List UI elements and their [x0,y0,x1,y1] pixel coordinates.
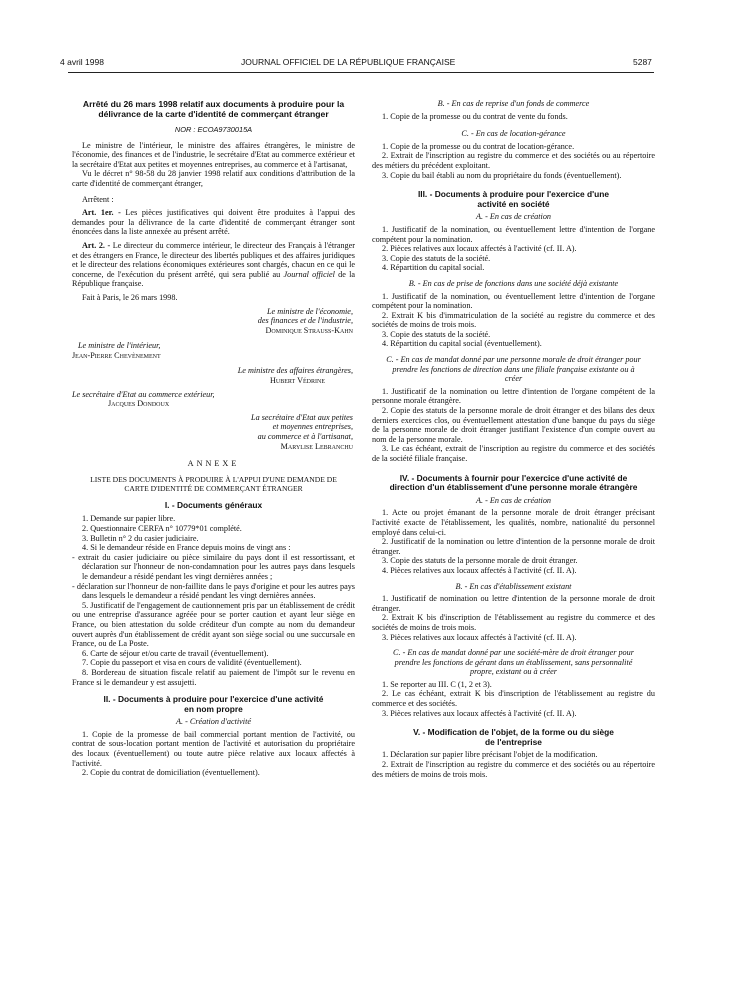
article-2-label: Art. 2. - [82,240,111,250]
section-2-title: II. - Documents à produire pour l'exercice d'une activité en nom propre [103,694,324,714]
section-5-list [372,750,655,779]
signature-affaires-title: Le ministre des affaires étrangères, [237,366,353,376]
signature-commerce-exterieur [72,390,355,409]
list-item: 1. Copie de la promesse ou du contrat de vente du fonds. [382,111,568,121]
list-item: 3. Pièces relatives aux locaux affectés à l'activité (cf. II. A). [382,632,577,642]
annexe-heading: ANNEXE [187,459,240,469]
list-item: 1. Déclaration sur papier libre précisant l'objet de la modification. [382,750,598,760]
intro-paragraph: Le ministre de l'intérieur, le ministre des affaires étrangères, le ministre de l'économie, des finances et de l'industrie, le secrétaire d'Etat au commerce extérieur et la secrétaire d'Etat aux petites et moyennes entreprises, au commerce et à l'artisanat, [72,140,355,169]
signature-affaires-etrangeres [72,366,355,385]
article-2-text: Le directeur du commerce intérieur, le directeur des Français à l'étranger et des étrangers en France, le directeur des libertés publiques et des affaires juridiques et le directeur des relations économiques extérieures sont chargés, chacun en ce qui le concerne, de l'exécution du présent arrêté, qui sera publié au [72,240,355,279]
list-item: 3. Copie des statuts de la société. [382,329,491,339]
list-item: 5. Justificatif de l'engagement de cautionnement pris par un établissement de crédit ou une entreprise d'assurance agréée pour se porter caution et ayant leur siège en France, ou bien attestation du solde créditeur d'un compte au nom du demandeur ouvert auprès d'un établissement de crédit ayant son siège social ou une succursale en France, ou de La Poste. [72,600,355,649]
vu-paragraph: Vu le décret n° 98-58 du 28 janvier 1998 relatif aux conditions d'attribution de la carte d'identité de commerçant étranger, [72,169,355,188]
section-4-title: IV. - Documents à fournir pour l'exercice d'une activité de direction d'un établissement d'une personne morale étrangère [389,472,638,493]
list-item: 3. Copie du bail établi au nom du propriétaire du fonds (éventuellement). [382,170,622,180]
liste-title: LISTE DES DOCUMENTS À PRODUIRE À L'APPUI D'UNE DEMANDE DE CARTE D'IDENTITÉ DE COMMERÇANT ÉTRANGER [90,474,337,493]
fait-a-paris: Fait à Paris, le 26 mars 1998. [82,292,178,302]
nor-reference: NOR : ECOA9730015A [174,125,253,134]
signature-pme-name: Marylise Lebranchu [280,441,353,451]
section-3a-title: A. - En cas de création [475,212,552,222]
list-item: 2. Copie des statuts de la personne morale de droit étranger et des bilans des deux derniers exercices clos, ou éventuellement attestation d'une banque du pays du siège de la personne morale de droit étranger justifiant l'existence d'un compte ouvert au nom de la personne morale. [372,406,655,444]
section-2a-title: A. - Création d'activité [176,717,251,727]
list-item: 2. Extrait de l'inscription au registre du commerce et des sociétés ou au répertoire des métiers de moins de trois mois. [372,760,655,779]
list-item: 2. Le cas échéant, extrait K bis d'inscription de l'établissement au registre du commerce et des sociétés. [372,689,655,709]
list-item: 4. Répartition du capital social. [382,263,485,273]
list-item: 3. Pièces relatives aux locaux affectés à l'activité (cf. II. A). [382,708,577,718]
section-4c-list [372,680,655,718]
list-item: 1. Justificatif de la nomination, ou éventuellement lettre d'intention de l'organe compétent pour la nomination. [372,224,655,244]
signature-interieur-name: Jean-Pierre Chevènement [72,350,161,360]
signature-pme-title-2: et moyennes entreprises, [272,422,353,432]
list-item: 2. Questionnaire CERFA n° 10779*01 complété. [82,524,242,533]
section-4a-list [372,508,655,575]
list-item: 6. Carte de séjour et/ou carte de travail (éventuellement). [82,648,269,658]
list-item: - extrait du casier judiciaire ou pièce similaire du pays dont il est ressortissant, et déclaration sur l'honneur de non-condamnation pour les autres pays dans lesquels le demandeur a résidé pendant les vingt dernières années ; [72,552,355,581]
list-item: 1. Justificatif de nomination ou lettre d'intention de la personne morale de droit étranger. [372,594,655,613]
section-3-title: III. - Documents à produire pour l'exercice d'une activité en société [417,189,610,209]
article-2-journal: Journal officiel [283,269,335,279]
section-3c-list [372,387,655,464]
list-item: 3. Copie des statuts de la société. [382,253,491,263]
signature-economie-title-1: Le ministre de l'économie, [266,306,353,316]
list-item: 7. Copie du passeport et visa en cours de validité (éventuellement). [82,658,302,668]
section-3c-title: C. - En cas de mandat donné par une personne morale de droit étranger pour prendre les fonctions de direction dans une filiale française existante ou à créer [386,355,641,384]
list-item: 2. Extrait de l'inscription au registre du commerce et des sociétés ou au répertoire des métiers du précédent exploitant. [372,151,655,170]
signature-economie-name: Dominique Strauss-Kahn [265,325,353,335]
section-3b-title: B. - En cas de prise de fonctions dans une société déjà existante [408,278,619,288]
section-4c-title: C. - En cas de mandat donné par une société-mère de droit étranger pour prendre les fonctions de gérant dans un établissement, sans personnalité propre, existant ou à créer [393,648,634,677]
signature-interieur [72,341,355,360]
list-item: 4. Si le demandeur réside en France depuis moins de vingt ans : [82,543,291,553]
section-1-list [72,514,355,687]
arretent-label: Arrêtent : [82,194,114,204]
signature-exterieur-name: Jacques Dondoux [108,399,170,409]
signature-pme-title-1: La secrétaire d'Etat aux petites [251,412,353,422]
right-column [372,99,655,779]
page-header [0,57,731,71]
list-item: 3. Le cas échéant, extrait de l'inscription au registre du commerce et des sociétés de la société filiale française. [372,444,655,463]
list-item: 1. Copie de la promesse ou du contrat de location-gérance. [382,141,575,151]
signature-economie-title-2: des finances et de l'industrie, [257,316,353,326]
decree-title: Arrêté du 26 mars 1998 relatif aux documents à produire pour la délivrance de la carte d'identité de commerçant étranger [82,99,345,119]
list-item: 1. Se reporter au III. C (1, 2 et 3). [382,679,492,689]
left-column [72,99,355,778]
signature-interieur-title: Le ministre de l'intérieur, [78,341,161,351]
signature-affaires-name: Hubert Védrine [269,376,325,386]
list-item: 2. Copie du contrat de domiciliation (éventuellement). [82,768,260,778]
signature-exterieur-title: Le secrétaire d'Etat au commerce extérieur, [72,389,215,399]
list-item: 2. Extrait K bis d'inscription de l'établissement au registre du commerce et des sociétés de moins de trois mois. [372,613,655,632]
list-item: 1. Demande sur papier libre. [82,514,176,524]
article-1-label: Art. 1er. - [82,208,121,218]
section-1-title: I. - Documents généraux [164,499,263,510]
list-item: 8. Bordereau de situation fiscale relatif au paiement de l'impôt sur le revenu en France si le demandeur y est assujetti. [72,667,355,687]
list-item: 2. Extrait K bis d'immatriculation de la société au registre du commerce et des sociétés de moins de trois mois. [372,310,655,330]
header-journal-title: JOURNAL OFFICIEL DE LA RÉPUBLIQUE FRANÇAISE [241,57,456,67]
header-page-number: 5287 [633,57,652,67]
section-5-title: V. - Modification de l'objet, de la forme ou du siège de l'entreprise [413,727,614,747]
section-4b-list [372,594,655,642]
article-1-text: Les pièces justificatives qui doivent être produites à l'appui des demandes pour la délivrance de la carte d'identité de commerçant étranger sont énoncées dans la liste annexée au présent arrêté. [72,208,355,237]
list-item: 2. Pièces relatives aux locaux affectés à l'activité (cf. II. A). [382,244,577,254]
list-item: 2. Justificatif de la nomination ou lettre d'intention de la personne morale de droit étranger. [372,537,655,556]
header-rule [68,72,654,73]
signature-economie [72,307,355,336]
list-item: 4. Pièces relatives aux locaux affectés à l'activité (cf. II. A). [382,565,577,575]
article-2 [72,241,355,289]
list-item: - déclaration sur l'honneur de non-faillite dans le pays d'origine et pour les autres pays dans lesquels le demandeur a résidé pendant les vingt dernières années. [72,581,355,601]
article-1 [72,208,355,237]
signature-pme [72,413,355,451]
section-3b-list [372,292,655,350]
list-item: 3. Copie des statuts de la personne morale de droit étranger. [382,556,578,566]
section-3a-list [372,225,655,273]
list-item: 1. Copie de la promesse de bail commercial portant mention de l'activité, ou contrat de sous-location portant mention de l'activité et autorisation du propriétaire des locaux (éventuellement) ou toute autre pièce relative aux locaux affectés à l'activité. [72,729,355,768]
section-2a-list [72,730,355,778]
section-4a-title: A. - En cas de création [475,495,552,505]
list-item: 1. Justificatif de la nomination, ou éventuellement lettre d'intention de l'organe compétent pour la nomination. [372,291,655,311]
section-2c-title: C. - En cas de location-gérance [461,129,566,139]
signature-pme-title-3: au commerce et à l'artisanat, [257,432,353,442]
article-2-end: de la République française. [72,269,355,289]
section-2b-title: B. - En cas de reprise d'un fonds de commerce [437,99,590,108]
list-item: 1. Acte ou projet émanant de la personne morale de droit étranger précisant l'activité exacte de l'établissement, les qualités, nombre, nationalité du personnel employé dans celui-ci. [372,508,655,537]
header-date: 4 avril 1998 [60,57,104,67]
list-item: 3. Bulletin n° 2 du casier judiciaire. [82,533,199,543]
section-4b-title: B. - En cas d'établissement existant [455,581,572,591]
section-2c-list [372,142,655,180]
list-item: 4. Répartition du capital social (éventuellement). [382,339,542,349]
list-item: 1. Justificatif de la nomination ou lettre d'intention de l'organe compétent de la personne morale étrangère. [372,386,655,406]
